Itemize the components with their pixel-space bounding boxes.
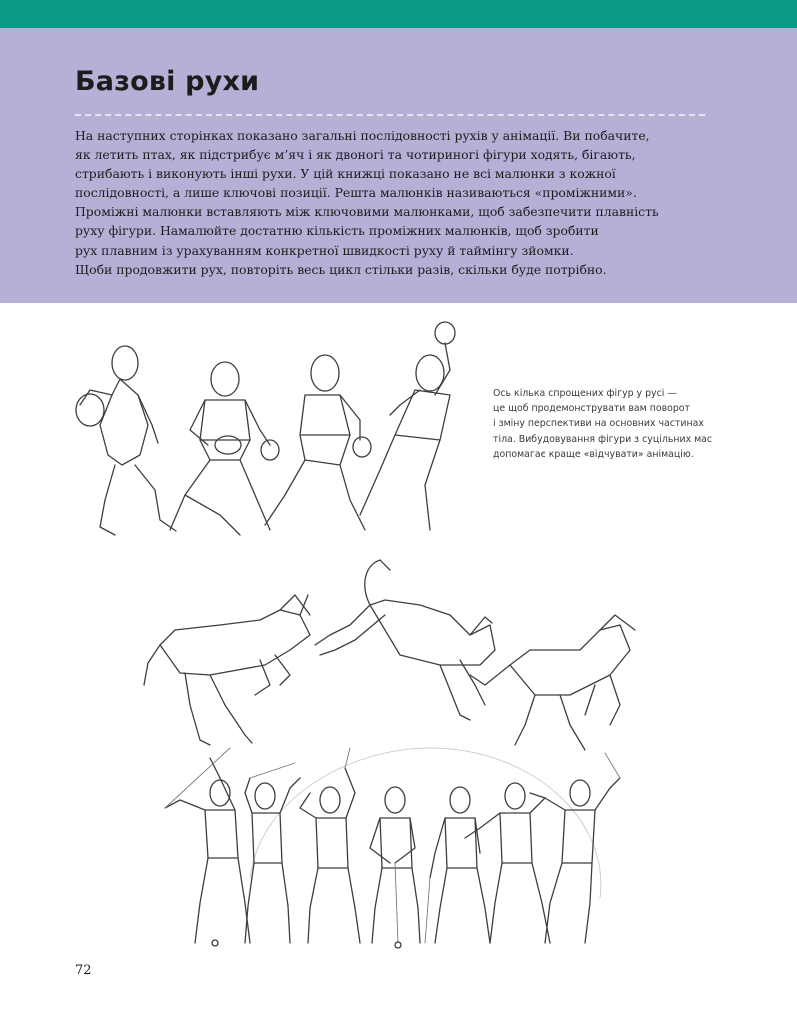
horse-sketch [315,560,495,720]
caption-line: Ось кілька спрощених фігур у русі — [493,388,677,399]
page-number: 72 [75,963,92,978]
jumping-horse-illustration [140,555,650,765]
intro-line: Щоби продовжити рух, повторіть весь цикл стільки разів, скільки буде потрібно. [75,261,607,277]
top-color-bar [0,0,797,28]
golfer-sketch [300,748,360,943]
figure-sketch [76,346,176,535]
golfer-sketch [165,748,250,946]
intro-line: Проміжні малюнки вставляють між ключовими малюнками, щоб забезпечити плавність [75,204,659,220]
figure-sketch [170,362,279,535]
golfer-sketch [465,783,550,943]
golf-swing-illustration [150,738,650,953]
caption-line: це щоб продемонструвати вам поворот [493,403,690,415]
figure-sketch [265,355,371,530]
sketch-caption [493,386,713,462]
golfer-sketch [425,787,490,943]
basketball-figures-illustration [60,315,480,550]
swing-arc [250,748,601,898]
intro-line: як летить птах, як підстрибує м’яч і як двоногі та чотириногі фігури ходять, бігають, [75,147,636,163]
golfer-sketch [245,763,300,943]
intro-line: руху фігури. Намалюйте достатню кількість проміжних малюнків, щоб зробити [75,223,599,239]
caption-line: тіла. Вибудовування фігури з суцільних мас [493,433,713,445]
dashed-divider [75,114,705,116]
golfer-sketch [370,787,420,948]
intro-line: рух плавним із урахуванням конкретної швидкості руху й таймінгу зйомки. [75,242,574,258]
caption-line: і зміну перспективи на основних частинах [493,418,704,430]
intro-line: послідовності, а лише ключові позиції. Решта малюнків називаються «проміжними». [75,185,637,201]
intro-line: На наступних сторінках показано загальні послідовності рухів у анімації. Ви побачите, [75,128,650,143]
figure-sketch [360,322,455,530]
intro-line: стрибають і виконують інші рухи. У цій книжці показано не всі малюнки з кожної [75,166,616,182]
intro-paragraph [75,126,675,279]
page-title: Базові рухи [75,66,260,97]
horse-sketch [470,615,635,750]
horse-sketch [144,595,310,745]
caption-line: допомагає краще «відчувати» анімацію. [493,448,694,460]
golfer-sketch [530,753,620,943]
